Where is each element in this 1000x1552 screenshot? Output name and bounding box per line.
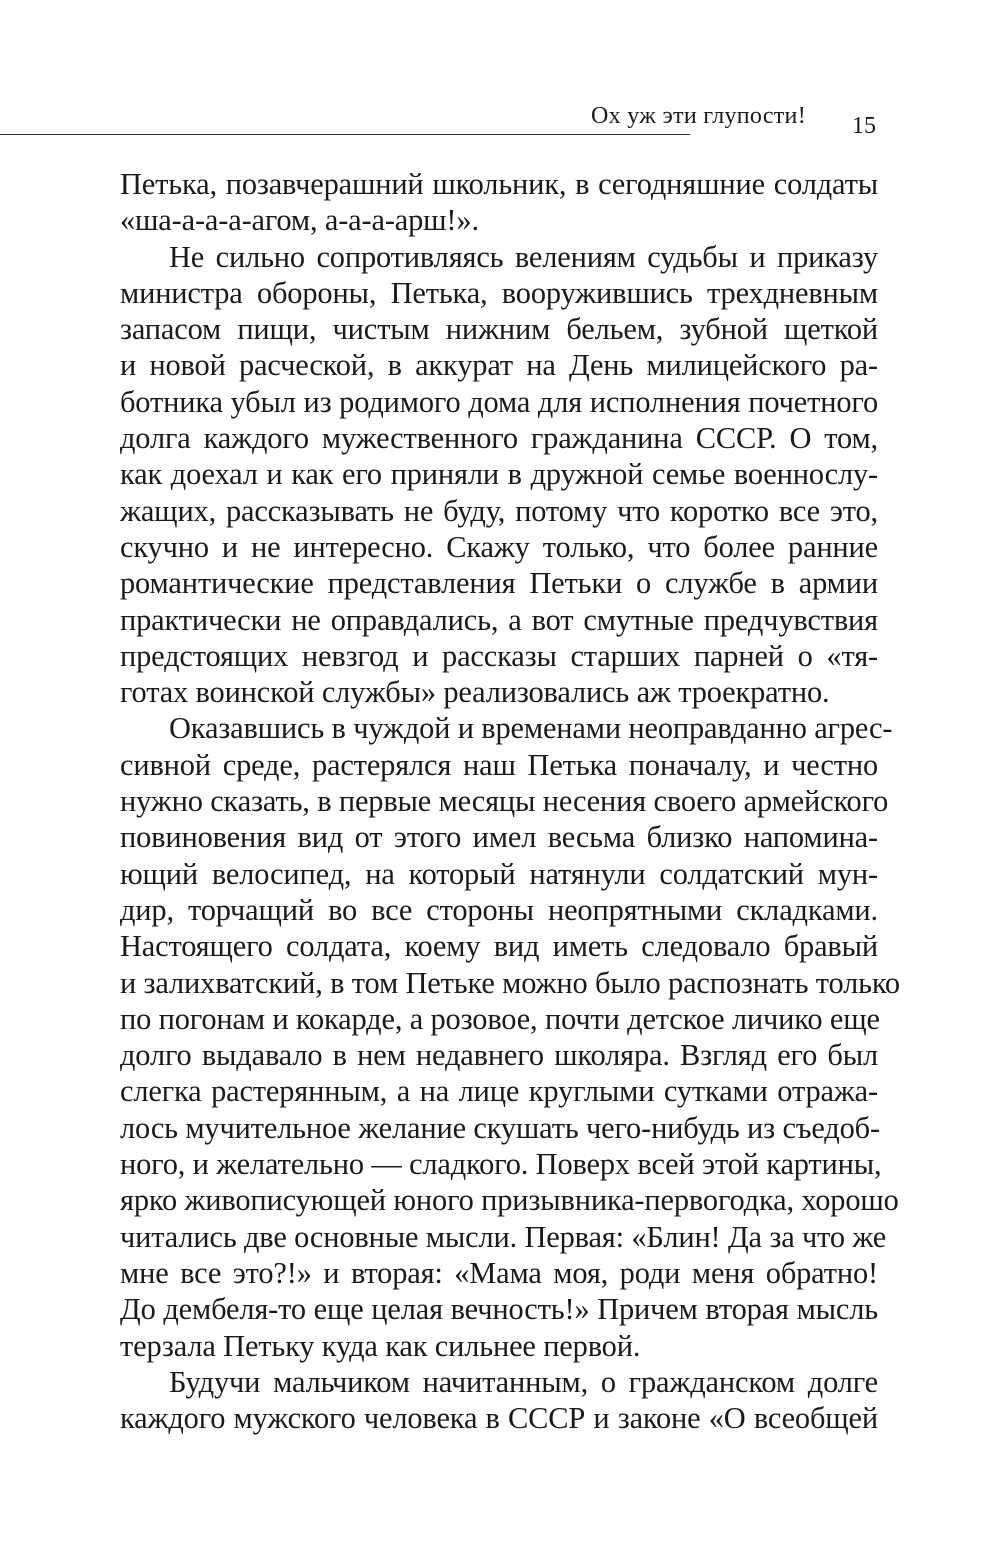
text-line: и залихватский, в том Петьке можно было распознать только [120, 965, 900, 1000]
text-line: Будучи мальчиком начитанным, о гражданском долге [169, 1364, 878, 1399]
text-line: дир, торчащий во все стороны неопрятными складками. [120, 892, 878, 927]
text-line: слегка растерянным, а на лице круглыми сутками отража- [120, 1074, 878, 1109]
text-line: готах воинской службы» реализовались аж троекратно. [120, 675, 830, 710]
text-line: ющий велосипед, на который натянули солдатский мун- [120, 856, 878, 891]
text-line: Не сильно сопротивляясь велениям судьбы и приказу [169, 239, 878, 274]
paragraph [120, 1364, 878, 1437]
text-line: долго выдавало в нем недавнего школяра. Взгляд его был [120, 1038, 878, 1073]
text-line: До дембеля-то еще целая вечность!» Причем вторая мысль [120, 1292, 878, 1327]
text-line: жащих, рассказывать не буду, потому что коротко все это, [120, 493, 878, 528]
paragraph [120, 239, 878, 711]
text-line: долга каждого мужественного гражданина СССР. О том, [120, 421, 878, 456]
body-text [120, 166, 900, 1436]
page-number: 15 [852, 113, 876, 139]
text-line: ботника убыл из родимого дома для исполнения почетного [120, 384, 878, 419]
text-line: как доехал и как его приняли в дружной семье военнослу- [120, 457, 878, 492]
text-line: каждого мужского человека в СССР и законе «О всеобщей [120, 1401, 878, 1436]
header-rule [0, 134, 690, 135]
text-line: предстоящих невзгод и рассказы старших парней о «тя- [120, 638, 878, 673]
text-line: скучно и не интересно. Скажу только, что более ранние [120, 529, 878, 564]
paragraph [120, 710, 900, 1363]
text-line: мне все это?!» и вторая: «Мама моя, роди меня обратно! [120, 1255, 878, 1290]
text-line: лось мучительное желание скушать чего-нибудь из съедоб- [120, 1110, 880, 1145]
text-line: Настоящего солдата, коему вид иметь следовало бравый [120, 929, 878, 964]
text-line: ярко живописующей юного призывника-первогодка, хорошо [120, 1183, 899, 1218]
text-line: и новой расческой, в аккурат на День милицейского ра- [120, 348, 878, 383]
running-title: Ох уж эти глупости! [591, 103, 806, 129]
text-line: ного, и желательно — сладкого. Поверх всей этой картины, [120, 1147, 882, 1182]
text-line: терзала Петьку куда как сильнее первой. [120, 1328, 641, 1363]
text-line: повиновения вид от этого имел весьма близко напомина- [120, 820, 878, 855]
text-line: нужно сказать, в первые месяцы несения своего армейского [120, 784, 889, 819]
text-line: Оказавшись в чуждой и временами неоправданно агрес- [169, 711, 893, 746]
text-line: министра обороны, Петька, вооружившись трехдневным [120, 275, 878, 310]
text-line: «ша-а-а-а-агом, а-а-а-арш!». [120, 203, 479, 238]
text-line: романтические представления Петьки о службе в армии [120, 566, 878, 601]
text-line: практически не оправдались, а вот смутные предчувствия [120, 602, 878, 637]
paragraph [120, 166, 878, 239]
text-line: запасом пищи, чистым нижним бельем, зубной щеткой [120, 312, 878, 347]
text-line: читались две основные мысли. Первая: «Блин! Да за что же [120, 1219, 887, 1254]
text-line: сивной среде, растерялся наш Петька поначалу, и честно [120, 747, 878, 782]
text-line: по погонам и кокарде, а розовое, почти детское личико еще [120, 1001, 880, 1036]
text-line: Петька, позавчерашний школьник, в сегодняшние солдаты [120, 167, 878, 201]
